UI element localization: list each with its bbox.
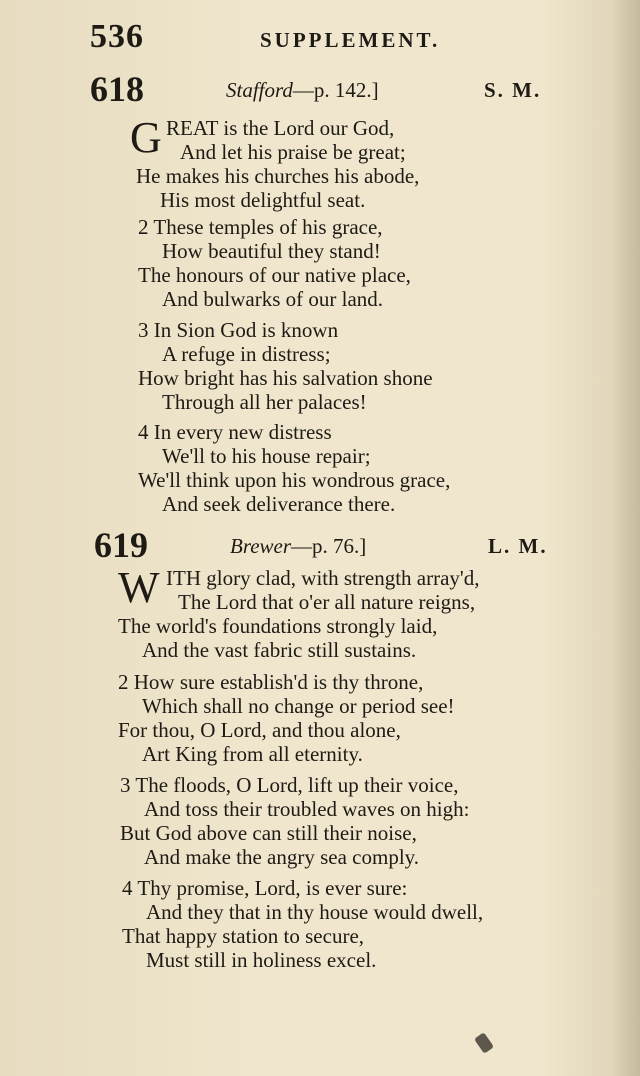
verse-line: The Lord that o'er all nature reigns, <box>178 590 476 614</box>
hymn-number: 619 <box>94 525 148 565</box>
tune-page: —p. 142.] <box>292 78 379 102</box>
verse-line: For thou, O Lord, and thou alone, <box>118 718 401 742</box>
running-head: SUPPLEMENT. <box>260 28 441 52</box>
verse-line: We'll think upon his wondrous grace, <box>138 468 451 492</box>
meter: S. M. <box>484 78 542 102</box>
hymn-619-stanza-3 <box>120 773 469 869</box>
hymn-619-stanza-4 <box>122 876 483 972</box>
meter: L. M. <box>488 534 548 558</box>
verse-line: And they that in thy house would dwell, <box>146 900 484 924</box>
hymn-618-stanza-4 <box>138 420 450 516</box>
page-header <box>90 18 470 58</box>
verse-line: How beautiful they stand! <box>162 239 381 263</box>
verse-line: 2 These temples of his grace, <box>138 215 383 239</box>
verse-line: 3 The floods, O Lord, lift up their voice, <box>120 773 459 797</box>
verse-line: 4 Thy promise, Lord, is ever sure: <box>122 876 408 900</box>
hymn-number: 618 <box>90 69 144 109</box>
hymn-618-stanza-1 <box>130 113 420 212</box>
verse-line: ITH glory clad, with strength array'd, <box>166 566 480 590</box>
tune-page: —p. 76.] <box>291 534 367 558</box>
verse-line: Through all her palaces! <box>162 390 367 414</box>
drop-cap: W <box>118 563 160 612</box>
hymn-619-stanza-2 <box>118 670 455 766</box>
hymn-619-stanza-1 <box>118 563 480 662</box>
verse-line: Which shall no change or period see! <box>142 694 455 718</box>
verse-line: And seek deliverance there. <box>162 492 396 516</box>
hymn-618-stanza-3 <box>138 318 433 414</box>
verse-line: But God above can still their noise, <box>120 821 417 845</box>
tune-reference <box>226 78 379 103</box>
verse-line: We'll to his house repair; <box>162 444 371 468</box>
verse-line: How bright has his salvation shone <box>138 366 433 390</box>
verse-line: REAT is the Lord our God, <box>166 116 395 140</box>
verse-line: A refuge in distress; <box>162 342 331 366</box>
verse-line: And let his praise be great; <box>180 140 406 164</box>
verse-line: He makes his churches his abode, <box>136 164 420 188</box>
verse-line: 4 In every new distress <box>138 420 332 444</box>
verse-line: And bulwarks of our land. <box>162 287 384 311</box>
verse-line: And make the angry sea comply. <box>144 845 420 869</box>
hymn-618-heading <box>90 68 550 109</box>
page-edge-shadow <box>612 0 640 1076</box>
verse-line: His most delightful seat. <box>160 188 366 212</box>
verse-line: That happy station to secure, <box>122 924 365 948</box>
drop-cap: G <box>130 113 162 162</box>
tune-reference <box>230 534 366 559</box>
hymn-619-heading <box>94 524 554 565</box>
verse-line: And the vast fabric still sustains. <box>142 638 417 662</box>
tune-name: Brewer <box>230 534 292 558</box>
verse-line: 3 In Sion God is known <box>138 318 339 342</box>
hymn-618-stanza-2 <box>138 215 411 311</box>
tune-name: Stafford <box>226 78 293 102</box>
verse-line: The honours of our native place, <box>138 263 411 287</box>
verse-line: And toss their troubled waves on high: <box>144 797 470 821</box>
page-number: 536 <box>90 18 144 55</box>
verse-line: Art King from all eternity. <box>142 742 363 766</box>
verse-line: Must still in holiness excel. <box>146 948 377 972</box>
verse-line: The world's foundations strongly laid, <box>118 614 438 638</box>
verse-line: 2 How sure establish'd is thy throne, <box>118 670 424 694</box>
